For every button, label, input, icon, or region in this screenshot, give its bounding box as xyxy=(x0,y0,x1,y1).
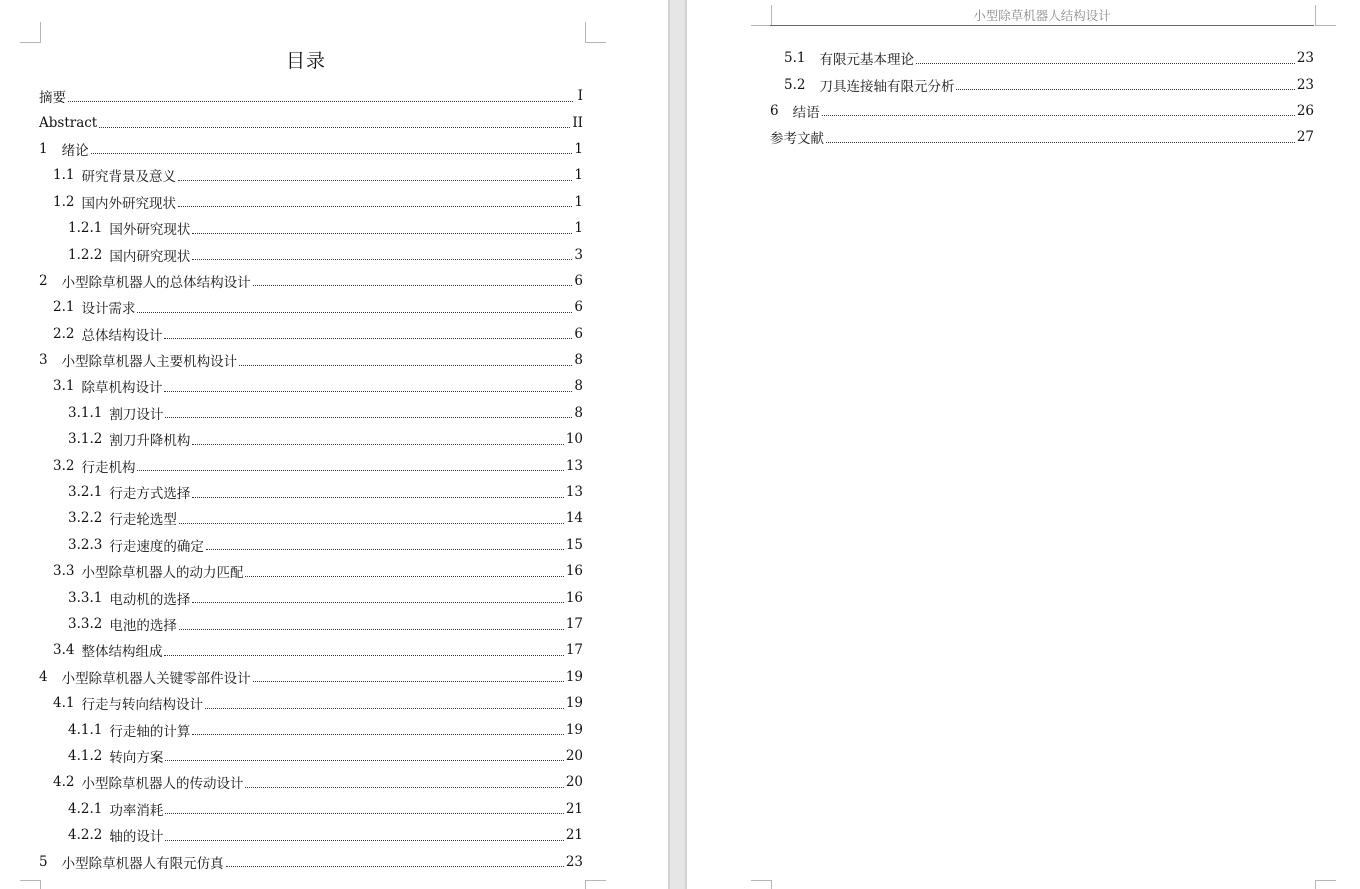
toc-entry[interactable] xyxy=(770,98,1314,124)
toc-entry[interactable] xyxy=(39,347,583,373)
toc-entry-title: 小型除草机器人主要机构设计 xyxy=(61,354,238,371)
toc-entry-title: 行走与转向结构设计 xyxy=(81,697,203,714)
toc-entry-title: 除草机构设计 xyxy=(81,380,163,397)
toc-dot-leader xyxy=(165,760,563,761)
toc-entry-title: 刀具连接轴有限元分析 xyxy=(819,78,955,95)
page-corner-mark xyxy=(585,880,606,889)
toc-page-number: 1 xyxy=(574,193,583,210)
toc-dot-leader xyxy=(164,391,572,392)
toc-dot-leader xyxy=(226,866,564,867)
toc-page-number: 6 xyxy=(574,299,583,316)
running-header: 小型除草机器人结构设计 xyxy=(973,8,1111,23)
toc-page-number: 13 xyxy=(565,484,583,501)
toc-entry[interactable] xyxy=(39,796,583,822)
toc-dot-leader xyxy=(99,127,570,128)
page-corner-mark xyxy=(1315,5,1336,26)
toc-entry-number: 1.2.1 xyxy=(68,220,103,237)
toc-page-number: 23 xyxy=(1296,50,1314,67)
toc-page-number: 6 xyxy=(574,325,583,342)
page-corner-mark xyxy=(585,22,606,43)
toc-page-number: 10 xyxy=(565,431,583,448)
toc-entry-number: 5 xyxy=(39,853,48,870)
toc-entry-title: 整体结构组成 xyxy=(81,644,163,661)
toc-entry-title: 小型除草机器人的总体结构设计 xyxy=(61,274,251,291)
toc-entry-number: 3.4 xyxy=(53,642,75,659)
toc-entry[interactable] xyxy=(39,373,583,399)
toc-entry-title: 功率消耗 xyxy=(109,802,164,819)
toc-entry-number: 3.2 xyxy=(53,457,75,474)
toc-entry-title: 研究背景及意义 xyxy=(81,169,176,186)
toc-dot-leader xyxy=(826,142,1295,143)
toc-entry[interactable] xyxy=(39,584,583,610)
toc-dot-leader xyxy=(164,655,563,656)
toc-entry-number: 4.1.1 xyxy=(68,721,103,738)
page-corner-mark xyxy=(20,22,41,43)
toc-entry-title: 结语 xyxy=(792,104,820,121)
toc-entry[interactable] xyxy=(770,45,1314,71)
toc-entry-title: 割刀升降机构 xyxy=(109,433,191,450)
toc-dot-leader xyxy=(205,708,564,709)
toc-dot-leader xyxy=(179,629,564,630)
toc-page-number: 19 xyxy=(565,668,583,685)
toc-entry-title: 有限元基本理论 xyxy=(819,52,914,69)
toc-entry-number: 4.2 xyxy=(53,774,75,791)
toc-entry-number: 4.1.2 xyxy=(68,747,103,764)
toc-entry-title: 行走机构 xyxy=(81,459,136,476)
toc-entry[interactable] xyxy=(39,664,583,690)
toc-entry-number: 3.3 xyxy=(53,563,75,580)
toc-page-number: 19 xyxy=(565,695,583,712)
toc-dot-leader xyxy=(822,115,1295,116)
toc-entry[interactable] xyxy=(39,532,583,558)
toc-entry-number: 1 xyxy=(39,140,48,157)
toc-page-number: 26 xyxy=(1296,102,1314,119)
toc-entry-title: 国外研究现状 xyxy=(109,222,191,239)
toc-entry-number: 1.2 xyxy=(53,193,75,210)
toc-entry-title: 电池的选择 xyxy=(109,618,177,634)
toc-list-left xyxy=(39,83,583,875)
toc-entry-title: 转向方案 xyxy=(109,749,164,766)
toc-dot-leader xyxy=(165,417,572,418)
toc-entry[interactable] xyxy=(39,558,583,584)
toc-dot-leader xyxy=(164,338,572,339)
toc-dot-leader xyxy=(956,89,1294,90)
toc-dot-leader xyxy=(245,787,563,788)
toc-page-number: 20 xyxy=(565,774,583,791)
toc-title: 目录 xyxy=(285,50,326,72)
toc-entry-title: 轴的设计 xyxy=(109,829,164,846)
toc-dot-leader xyxy=(192,497,563,498)
toc-page-number: 21 xyxy=(565,827,583,844)
toc-entry-number: 5.2 xyxy=(784,76,806,93)
toc-entry[interactable] xyxy=(39,452,583,478)
toc-entry[interactable] xyxy=(39,189,583,215)
toc-dot-leader xyxy=(68,101,573,102)
toc-entry[interactable] xyxy=(39,400,583,426)
toc-entry-number: 4.2.2 xyxy=(68,827,103,844)
toc-dot-leader xyxy=(916,63,1295,64)
toc-entry-title: 割刀设计 xyxy=(109,406,164,423)
toc-entry[interactable] xyxy=(39,162,583,188)
toc-entry-title: 参考文献 xyxy=(770,131,824,148)
toc-entry[interactable] xyxy=(39,294,583,320)
toc-entry[interactable] xyxy=(39,109,583,135)
header-rule xyxy=(770,25,1314,26)
toc-entry-title: 小型除草机器人的传动设计 xyxy=(81,776,244,793)
toc-page-number: 23 xyxy=(1296,76,1314,93)
toc-entry-title: 行走方式选择 xyxy=(109,486,191,503)
toc-dot-leader xyxy=(192,602,563,603)
toc-entry[interactable] xyxy=(39,690,583,716)
toc-entry-number: 1.2.2 xyxy=(68,246,103,263)
toc-page-number: 20 xyxy=(565,747,583,764)
toc-entry-number: 4 xyxy=(39,668,48,685)
toc-page-number: 8 xyxy=(574,378,583,395)
toc-dot-leader xyxy=(165,840,563,841)
toc-dot-leader xyxy=(178,180,572,181)
toc-entry[interactable] xyxy=(39,848,583,874)
toc-entry-number: 3.1 xyxy=(53,378,75,395)
toc-dot-leader xyxy=(245,576,563,577)
toc-dot-leader xyxy=(137,470,563,471)
toc-entry[interactable] xyxy=(39,215,583,241)
toc-page-number: 14 xyxy=(565,510,583,527)
toc-page-number: 6 xyxy=(574,272,583,289)
toc-entry[interactable] xyxy=(770,124,1314,150)
toc-entry[interactable] xyxy=(39,83,583,109)
toc-page-number: 1 xyxy=(574,140,583,157)
toc-page-number: II xyxy=(572,114,583,131)
toc-page-number: 17 xyxy=(565,616,583,632)
toc-entry-title: 行走速度的确定 xyxy=(109,538,204,555)
toc-entry-title: 总体结构设计 xyxy=(81,327,163,344)
toc-entry[interactable] xyxy=(39,241,583,267)
toc-entry-title: 小型除草机器人的动力匹配 xyxy=(81,565,244,582)
toc-entry-number: 2 xyxy=(39,272,48,289)
toc-page-number: 16 xyxy=(565,589,583,606)
toc-entry-number: 3.1.1 xyxy=(68,404,103,421)
toc-dot-leader xyxy=(253,681,564,682)
toc-page-number: 15 xyxy=(565,536,583,553)
toc-entry-title: 设计需求 xyxy=(81,301,136,318)
toc-page-number: 19 xyxy=(565,721,583,738)
toc-entry-number: 1.1 xyxy=(53,167,75,184)
toc-entry[interactable] xyxy=(39,637,583,663)
page-corner-mark xyxy=(20,880,41,889)
toc-dot-leader xyxy=(178,206,572,207)
toc-entry[interactable] xyxy=(39,505,583,531)
toc-entry[interactable] xyxy=(39,479,583,505)
toc-entry[interactable] xyxy=(39,769,583,795)
toc-page-number: I xyxy=(577,88,583,105)
toc-dot-leader xyxy=(253,285,573,286)
toc-entry-number: 3.3.2 xyxy=(68,616,103,632)
toc-list-right xyxy=(770,45,1314,151)
toc-entry-number: 3.2.3 xyxy=(68,536,103,553)
toc-page-number: 13 xyxy=(565,457,583,474)
toc-entry-number: 6 xyxy=(770,102,779,119)
toc-entry-title: 行走轮选型 xyxy=(109,512,177,529)
toc-entry-number: 2.1 xyxy=(53,299,75,316)
toc-entry-number: 3.2.1 xyxy=(68,484,103,501)
toc-page-number: 1 xyxy=(574,220,583,237)
toc-entry-title: 国内研究现状 xyxy=(109,248,191,265)
toc-entry-number: 5.1 xyxy=(784,50,806,67)
toc-page-number: 16 xyxy=(565,563,583,580)
toc-entry-number: 4.1 xyxy=(53,695,75,712)
page-corner-mark xyxy=(751,880,772,889)
toc-dot-leader xyxy=(239,365,572,366)
toc-page-number: 27 xyxy=(1296,129,1314,146)
toc-dot-leader xyxy=(165,813,563,814)
toc-page-number: 8 xyxy=(574,404,583,421)
toc-entry-title: 国内外研究现状 xyxy=(81,195,176,212)
toc-entry-number: 4.2.1 xyxy=(68,800,103,817)
toc-entry[interactable] xyxy=(39,268,583,294)
toc-dot-leader xyxy=(206,549,564,550)
toc-page-number: 21 xyxy=(565,800,583,817)
toc-entry-title: Abstract xyxy=(39,114,98,131)
toc-entry-number: 3.3.1 xyxy=(68,589,103,606)
page-gutter xyxy=(668,0,687,889)
page-corner-mark xyxy=(1315,880,1336,889)
toc-entry[interactable] xyxy=(770,71,1314,97)
toc-entry-title: 绪论 xyxy=(61,142,89,159)
toc-entry-number: 3 xyxy=(39,352,48,369)
toc-page-number: 1 xyxy=(574,167,583,184)
toc-dot-leader xyxy=(192,259,572,260)
toc-entry-title: 小型除草机器人有限元仿真 xyxy=(61,855,224,872)
toc-entry-number: 3.1.2 xyxy=(68,431,103,448)
toc-page-number: 17 xyxy=(565,642,583,659)
toc-entry-title: 电动机的选择 xyxy=(109,591,191,608)
toc-entry-number: 2.2 xyxy=(53,325,75,342)
toc-entry-title: 小型除草机器人关键零部件设计 xyxy=(61,670,251,687)
toc-dot-leader xyxy=(91,153,573,154)
page-corner-mark xyxy=(751,5,772,26)
toc-page-number: 3 xyxy=(574,246,583,263)
toc-page-number: 23 xyxy=(565,853,583,870)
toc-dot-leader xyxy=(192,233,572,234)
toc-entry[interactable] xyxy=(39,743,583,769)
toc-dot-leader xyxy=(137,312,572,313)
toc-entry-title: 行走轴的计算 xyxy=(109,723,191,740)
toc-dot-leader xyxy=(179,523,564,524)
toc-entry[interactable] xyxy=(39,426,583,452)
toc-entry[interactable] xyxy=(39,822,583,848)
toc-page-number: 8 xyxy=(574,352,583,369)
toc-entry[interactable] xyxy=(39,716,583,742)
toc-entry[interactable] xyxy=(39,136,583,162)
toc-dot-leader xyxy=(192,734,563,735)
toc-entry-number: 3.2.2 xyxy=(68,510,103,527)
toc-entry[interactable] xyxy=(39,321,583,347)
toc-entry-title: 摘要 xyxy=(39,90,66,107)
toc-entry[interactable] xyxy=(39,611,583,637)
toc-dot-leader xyxy=(192,444,563,445)
